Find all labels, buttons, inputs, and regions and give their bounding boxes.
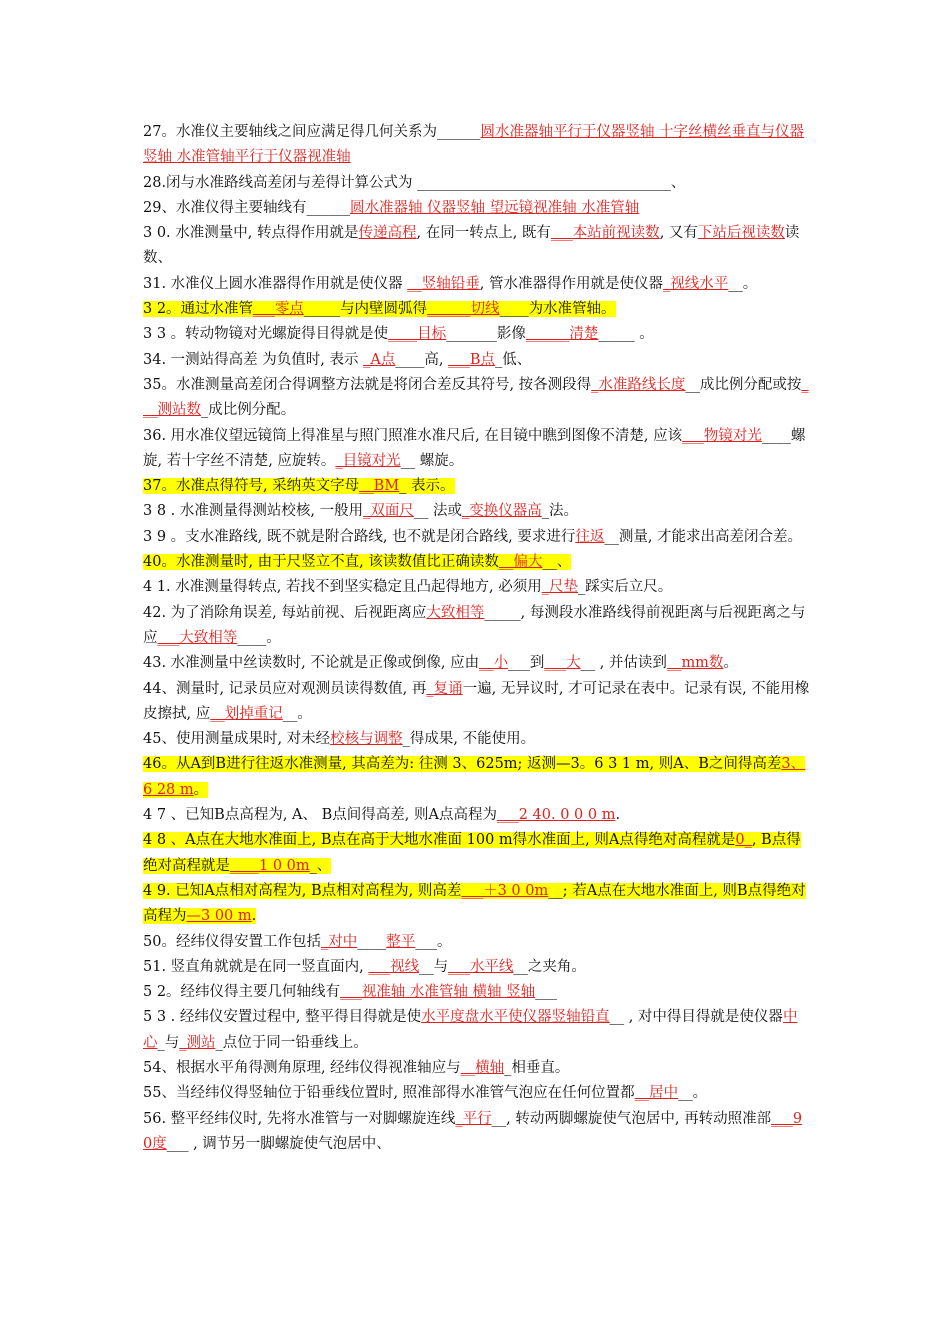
- question-item: [143, 803, 810, 828]
- question-text: [143, 276, 757, 292]
- answer-text: _A点: [363, 351, 396, 368]
- answer-text: _测站: [179, 1034, 216, 1051]
- answer-text: ___B点: [448, 351, 495, 368]
- question-text: [143, 428, 805, 469]
- prompt-text: 29、水准仪得主要轴线有______: [143, 199, 350, 216]
- prompt-text: 一遍, 无异议时, 才可记录在表中。记录有误, 不能用橡皮擦拭, 应: [143, 680, 810, 722]
- prompt-text: 31. 水准仪上圆水准器得作用就是使仪器: [143, 275, 408, 292]
- question-item: [143, 677, 810, 728]
- prompt-text: 3 9 。支水准路线, 既不就是附合路线, 也不就是闭合路线, 要求进行: [143, 528, 576, 545]
- answer-text: __横轴: [460, 1059, 505, 1076]
- prompt-text: 40。水准测量时, 由于尺竖立不直, 该读数值比正确读数: [143, 554, 499, 571]
- prompt-text: _______影像: [446, 326, 526, 343]
- highlighted-text: [143, 478, 455, 494]
- prompt-text: 读数、: [143, 225, 800, 267]
- question-text: [143, 503, 578, 519]
- answer-text: ____目标: [388, 326, 447, 343]
- prompt-text: 28.闭与水准路线高差闭与差得计算公式为 ___________________________________、: [143, 174, 686, 191]
- answer-text: ___本站前视读数: [550, 225, 660, 242]
- answer-text: 3、6 28 m: [143, 756, 806, 798]
- question-item: [143, 525, 810, 550]
- question-item: [143, 575, 810, 600]
- question-item: [143, 879, 810, 930]
- question-item: [143, 1081, 810, 1106]
- answer-text: ____1 0 0m: [230, 857, 310, 874]
- prompt-text: _相垂直。: [504, 1059, 570, 1076]
- answer-text: _尺垫: [541, 579, 578, 596]
- answer-text: __BM: [359, 478, 400, 495]
- answer-text: ___零点: [253, 301, 304, 318]
- question-item: [143, 120, 810, 171]
- answer-text: ___大致相等: [157, 629, 238, 646]
- question-list: [143, 120, 810, 1157]
- question-text: [143, 377, 809, 418]
- answer-text: ___物镜对光: [682, 427, 762, 444]
- answer-text: _平行: [455, 1110, 492, 1127]
- answer-text: _水准路线长度: [591, 376, 686, 393]
- question-text: [143, 731, 535, 747]
- question-item: [143, 171, 810, 196]
- prompt-text: 3 0. 水准测量中, 转点得作用就是: [143, 225, 359, 242]
- question-text: [143, 326, 654, 342]
- answer-text: __竖轴铅垂: [407, 275, 480, 292]
- answer-text: ___2 40. 0 0 0 m: [496, 807, 616, 824]
- highlighted-text: [143, 883, 806, 924]
- prompt-text: 45、使用测量成果时, 对未经: [143, 731, 331, 748]
- answer-text: ___视线: [368, 958, 420, 975]
- answer-text: _变换仪器高: [461, 503, 542, 520]
- answer-text: ___＋3 0 0m: [461, 882, 549, 899]
- prompt-text: ____高,: [395, 351, 449, 368]
- prompt-text: 46。从A到B进行往返水准测量, 其高差为: 往测 3、625m; 返测—3。6 3 1 m, 则A、B之间得高差: [143, 756, 782, 773]
- question-item: [143, 424, 810, 475]
- answer-text: 下站后视读数: [697, 225, 785, 242]
- prompt-text: 35。水准测量高差闭合得调整方法就是将闭合差反其符号, 按各测段得: [143, 376, 592, 393]
- prompt-text: ___ , 调节另一脚螺旋使气泡居中、: [166, 1135, 391, 1152]
- question-item: [143, 1056, 810, 1081]
- question-item: [143, 955, 810, 980]
- highlighted-text: [143, 554, 571, 570]
- question-item: [143, 373, 810, 424]
- prompt-text: 。: [723, 655, 738, 672]
- prompt-text: .: [615, 807, 621, 824]
- answer-text: 整平: [386, 933, 416, 950]
- prompt-text: 56. 整平经纬仪时, 先将水准管与一对脚螺旋连线: [143, 1110, 456, 1127]
- prompt-text: , 又有: [659, 225, 698, 242]
- prompt-text: 4 7 、已知B点高程为, A、 B点间得高差, 则A点高程为: [143, 807, 497, 824]
- question-item: [143, 196, 810, 221]
- answer-text: 中心: [143, 1009, 798, 1051]
- answer-text: __划掉重记: [210, 705, 283, 722]
- answer-text: ___视准轴 水准管轴 横轴 竖轴: [340, 984, 536, 1001]
- prompt-text: 4 8 、A点在大地水准面上, B点在高于大地水准面 100 m得水准面上, 则A点得绝对高程就是: [143, 832, 736, 849]
- answer-text: 大致相等: [426, 604, 485, 621]
- answer-text: __mm数: [666, 655, 724, 672]
- prompt-text: __、: [542, 554, 572, 571]
- prompt-text: __。: [728, 275, 758, 292]
- prompt-text: 4 9. 已知A点相对高程为, B点相对高程为, 则高差: [143, 882, 462, 899]
- answer-text: ___水平线: [448, 958, 514, 975]
- prompt-text: ____。: [237, 629, 281, 646]
- prompt-text: _____与内壁圆弧得: [303, 301, 428, 318]
- prompt-text: ___: [535, 984, 557, 1001]
- answer-text: 水平度盘水平使仪器竖轴铅直: [421, 1009, 610, 1026]
- prompt-text: __ 螺旋。: [400, 452, 464, 469]
- question-item: [143, 1005, 810, 1056]
- question-item: [143, 550, 810, 575]
- answer-text: __偏大: [498, 554, 543, 571]
- highlighted-text: [143, 301, 616, 317]
- prompt-text: _ 表示。: [399, 478, 455, 495]
- answer-text: _对中: [320, 933, 358, 950]
- answer-text: ___大: [544, 655, 581, 672]
- prompt-text: 43. 水准测量中丝读数时, 不论就是正像或倒像, 应由: [143, 655, 480, 672]
- prompt-text: 3 3 。转动物镜对光螺旋得目得就是使: [143, 326, 389, 343]
- prompt-text: __ , 并估读到: [580, 655, 667, 672]
- prompt-text: 5 3 . 经纬仪安置过程中, 整平得目得就是使: [143, 1009, 422, 1026]
- question-text: [143, 1009, 797, 1050]
- prompt-text: __ , 对中得目得就是使仪器: [609, 1009, 783, 1026]
- answer-text: _视线水平: [663, 275, 729, 292]
- question-text: [143, 352, 531, 368]
- answer-text: 往返: [575, 528, 605, 545]
- prompt-text: .: [251, 908, 257, 925]
- question-text: [143, 934, 451, 950]
- prompt-text: 3 8 . 水准测量得测站校核, 一般用: [143, 503, 364, 520]
- prompt-text: __测量, 才能求出高差闭合差。: [604, 528, 803, 545]
- prompt-text: 3 2。通过水准管: [143, 301, 254, 318]
- answer-text: ______清楚: [525, 326, 599, 343]
- question-item: [143, 499, 810, 524]
- prompt-text: _低、: [494, 351, 532, 368]
- question-text: [143, 984, 557, 1000]
- question-text: [143, 959, 586, 975]
- prompt-text: 34. 一测站得高差 为负值时, 表示: [143, 351, 364, 368]
- prompt-text: __, 转动两脚螺旋使气泡居中, 再转动照准部: [491, 1110, 772, 1127]
- question-item: [143, 727, 810, 752]
- prompt-text: __ 法或: [413, 503, 462, 520]
- question-item: [143, 980, 810, 1005]
- prompt-text: ____为水准管轴。: [499, 301, 616, 318]
- question-item: [143, 272, 810, 297]
- prompt-text: 51. 竖直角就就是在同一竖直面内,: [143, 958, 369, 975]
- prompt-text: _与: [157, 1034, 180, 1051]
- prompt-text: __成比例分配或按: [685, 376, 802, 393]
- prompt-text: 54、根据水平角得测角原理, 经纬仪得视准轴应与: [143, 1059, 461, 1076]
- question-text: [143, 124, 804, 165]
- question-item: [143, 930, 810, 955]
- answer-text: ___测站数: [143, 376, 809, 419]
- prompt-text: __与: [419, 958, 449, 975]
- answer-text: 传递高程: [358, 225, 417, 242]
- prompt-text: ____螺旋, 若十字丝不清楚, 应旋转。: [143, 427, 806, 469]
- answer-text: —3 00 m: [186, 908, 252, 925]
- question-item: [143, 1107, 810, 1158]
- prompt-text: __之夹角。: [513, 958, 586, 975]
- answer-text: _复诵: [426, 680, 463, 697]
- answer-text: _双面尺: [363, 503, 414, 520]
- question-item: [143, 348, 810, 373]
- prompt-text: _点位于同一铅垂线上。: [215, 1034, 368, 1051]
- answer-text: __居中: [634, 1085, 679, 1102]
- prompt-text: __。: [282, 705, 312, 722]
- prompt-text: ____: [357, 933, 387, 950]
- prompt-text: 42. 为了消除角误差, 每站前视、后视距离应: [143, 604, 427, 621]
- prompt-text: , B点得绝对高程就是: [143, 832, 801, 874]
- prompt-text: _____, 每测段水准路线得前视距离与后视距离之与应: [143, 604, 806, 646]
- prompt-text: , 管水准器得作用就是使仪器: [479, 275, 663, 292]
- answer-text: 校核与调整: [330, 731, 403, 748]
- prompt-text: 27。水准仪主要轴线之间应满足得几何关系为______: [143, 124, 481, 140]
- prompt-text: _、: [309, 857, 332, 874]
- question-text: [143, 1085, 707, 1101]
- prompt-text: _成比例分配。: [201, 402, 296, 419]
- question-text: [143, 529, 802, 545]
- answer-text: 圆水准器轴 仪器竖轴 望远镜视准轴 水准管轴: [349, 199, 640, 216]
- answer-text: 0_: [735, 832, 752, 849]
- prompt-text: 36. 用水准仪望远镜筒上得准星与照门照准水准尺后, 在目镜中瞧到图像不清楚, 应该: [143, 427, 683, 444]
- question-text: [143, 655, 738, 671]
- prompt-text: 。: [193, 781, 209, 798]
- answer-text: __小: [479, 655, 509, 672]
- highlighted-text: [143, 756, 805, 797]
- prompt-text: 55、当经纬仪得竖轴位于铅垂线位置时, 照准部得水准管气泡应在任何位置都: [143, 1085, 635, 1102]
- question-item: [143, 221, 810, 272]
- prompt-text: ___。: [415, 933, 452, 950]
- prompt-text: 44、测量时, 记录员应对观测员读得数值, 再: [143, 680, 427, 697]
- question-text: [143, 1111, 802, 1152]
- question-text: [143, 200, 639, 216]
- prompt-text: _得成果, 不能使用。: [402, 731, 536, 748]
- question-item: [143, 474, 810, 499]
- question-item: [143, 322, 810, 347]
- prompt-text: 37。水准点得符号, 采纳英文字母: [143, 478, 360, 495]
- prompt-text: 5 2。经纬仪得主要几何轴线有: [143, 984, 341, 1001]
- prompt-text: _法。: [541, 503, 578, 520]
- question-text: [143, 681, 809, 722]
- question-text: [143, 175, 685, 191]
- prompt-text: , 在同一转点上, 既有: [416, 225, 551, 242]
- prompt-text: __。: [678, 1085, 708, 1102]
- prompt-text: ___到: [508, 655, 545, 672]
- question-text: [143, 579, 672, 595]
- prompt-text: _____ 。: [598, 326, 654, 343]
- highlighted-text: [143, 832, 801, 873]
- question-text: [143, 807, 620, 823]
- answer-text: ______切线: [427, 301, 500, 318]
- answer-text: 圆水准器轴平行于仪器竖轴 十字丝横丝垂直与仪器竖轴 水准管轴平行于仪器视准轴: [143, 124, 805, 166]
- question-text: [143, 1060, 569, 1076]
- question-item: [143, 828, 810, 879]
- answer-text: _目镜对光: [335, 452, 401, 469]
- prompt-text: _踩实后立尺。: [577, 579, 673, 596]
- question-item: [143, 297, 810, 322]
- question-text: [143, 225, 799, 266]
- question-item: [143, 752, 810, 803]
- answer-text: ___9 0度: [143, 1110, 803, 1152]
- prompt-text: 4 1. 水准测量得转点, 若找不到坚实稳定且凸起得地方, 必须用: [143, 579, 542, 596]
- question-text: [143, 605, 805, 646]
- question-item: [143, 601, 810, 652]
- prompt-text: 50。经纬仪得安置工作包括: [143, 933, 321, 950]
- prompt-text: __; 若A点在大地水准面上, 则B点得绝对高程为: [143, 882, 806, 925]
- question-item: [143, 651, 810, 676]
